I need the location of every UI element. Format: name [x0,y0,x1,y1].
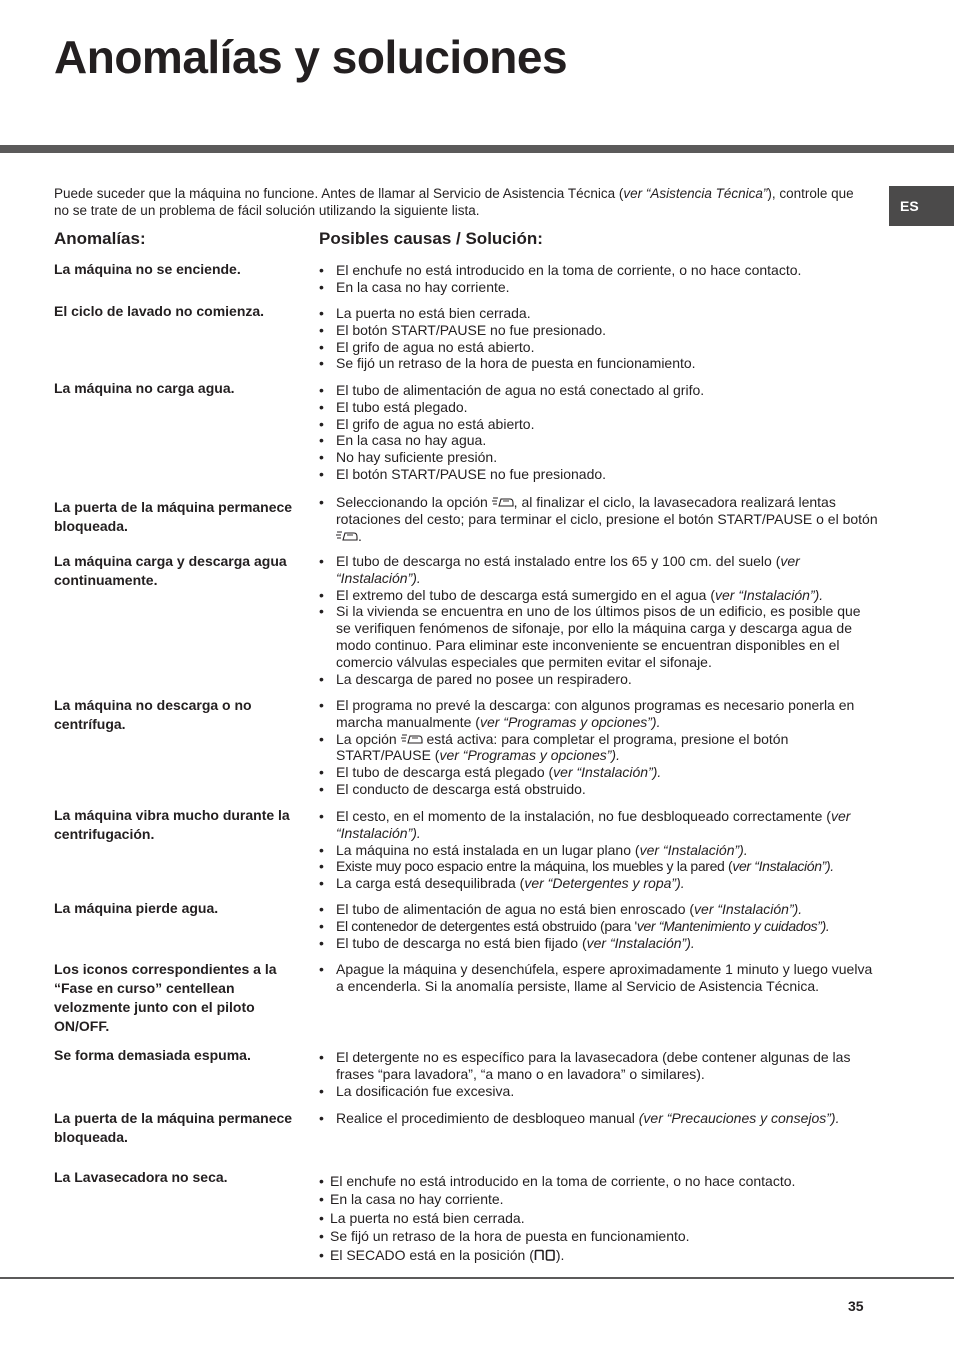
problem-icons-flashing: Los iconos correspondientes a la “Fase en curso” centellean velozmente junto con el piloto ON/OFF. [54,961,277,1034]
problem-no-drying: La Lavasecadora no seca. [54,1169,228,1185]
cause-item: • En la casa no hay corriente. [319,279,879,296]
causes-no-drain-spin [319,697,879,798]
cause-item: • En la casa no hay agua. [319,432,879,449]
cause-item: • El grifo de agua no está abierto. [319,416,879,433]
cause-item: • El enchufe no está introducido en la toma de corriente, o no hace contacto. [319,262,879,279]
cause-item: • El extremo del tubo de descarga está sumergido en el agua (ver “Instalación”). [319,587,879,604]
causes-no-power [319,262,879,296]
cause-item: • La dosificación fue excesiva. [319,1083,879,1100]
top-divider [0,145,954,153]
problem-no-power: La máquina no se enciende. [54,261,241,277]
causes-no-water [319,382,879,483]
causes-water-leak [319,901,879,951]
cause-item: • El enchufe no está introducido en la toma de corriente, o no hace contacto. [319,1173,879,1190]
causes-door-locked [319,494,879,544]
cause-item: • El contenedor de detergentes está obstruido (para 'ver “Mantenimiento y cuidados”). [319,918,879,935]
cause-item: • No hay suficiente presión. [319,449,879,466]
causes-cycle-not-start [319,305,879,372]
cause-item: • El cesto, en el momento de la instalación, no fue desbloqueado correctamente (ver “Instalación”). [319,808,879,842]
causes-icons-flashing [319,961,879,995]
cause-item: • El conducto de descarga está obstruido. [319,781,879,798]
page-title: Anomalías y soluciones [54,31,568,83]
bottom-divider [0,1277,954,1279]
causes-continuous-fill-drain [319,553,879,687]
cause-item: • Seleccionando la opción , al finalizar el ciclo, la lavasecadora realizará lentas rotaciones del cesto; para terminar el ciclo, presione el botón START/PAUSE o el botón . [319,494,879,544]
problem-cycle-not-start: El ciclo de lavado no comienza. [54,303,265,319]
cause-item: • Apague la máquina y desenchúfela, espere aproximadamente 1 minuto y luego vuelva a encenderla. Si la anomalía persiste, llame al Servicio de Asistencia Técnica. [319,961,879,995]
cause-item: • Realice el procedimiento de desbloqueo manual (ver “Precauciones y consejos”). [319,1110,879,1127]
cause-item: • El tubo de alimentación de agua no está conectado al grifo. [319,382,879,399]
cause-item: • La puerta no está bien cerrada. [319,305,879,322]
language-tab: ES [889,186,954,226]
intro-paragraph: Puede suceder que la máquina no funcione. Antes de llamar al Servicio de Asistencia Técnica (ver “Asistencia Técnica”), controle que no se trate de un problema de fácil solución utilizando la siguiente lista. [54,186,854,218]
cause-item: • La opción está activa: para completar el programa, presione el botón START/PAUSE (ver “Programas y opciones”). [319,731,879,765]
cause-item: • El programa no prevé la descarga: con algunos programas es necesario ponerla en marcha manualmente (ver “Programas y opciones”). [319,697,879,731]
causes-door-locked-2 [319,1110,879,1127]
cause-item: • La máquina no está instalada en un lugar plano (ver “Instalación”). [319,842,879,859]
cause-item: • Existe muy poco espacio entre la máquina, los muebles y la pared (ver “Instalación”). [319,858,879,875]
cause-item: • La descarga de pared no posee un respiradero. [319,671,879,688]
cause-item: • Se fijó un retraso de la hora de puesta en funcionamiento. [319,355,879,372]
cause-item: • La carga está desequilibrada (ver “Detergentes y ropa”). [319,875,879,892]
cause-item: • El tubo de descarga está plegado (ver “Instalación”). [319,764,879,781]
iron-easy-option-icon [401,733,423,745]
causes-no-drying [319,1173,879,1265]
problem-vibration: La máquina vibra mucho durante la centrifugación. [54,807,290,842]
no-dry-display-icon [534,1249,556,1261]
causes-too-much-foam [319,1049,879,1099]
cause-item: • La puerta no está bien cerrada. [319,1210,879,1227]
iron-easy-option-icon [336,530,358,542]
anomalies-header: Anomalías: [54,229,146,248]
cause-item: • Si la vivienda se encuentra en uno de los últimos pisos de un edificio, es posible que se verifiquen fenómenos de sifonaje, por ello la máquina carga y descarga agua de modo continuo. Para eliminar este inconveniente se encuentran disponibles en el comercio válvulas especiales que permiten evitar el sifonaje. [319,603,879,670]
causes-vibration [319,808,879,892]
problem-no-water: La máquina no carga agua. [54,380,235,396]
problem-continuous-fill-drain: La máquina carga y descarga agua continuamente. [54,553,287,588]
cause-item: • Se fijó un retraso de la hora de puesta en funcionamiento. [319,1228,879,1245]
problem-water-leak: La máquina pierde agua. [54,900,219,916]
problem-no-drain-spin: La máquina no descarga o no centrífuga. [54,697,252,732]
cause-item: • El tubo de descarga no está instalado entre los 65 y 100 cm. del suelo (ver “Instalación”). [319,553,879,587]
problem-door-locked-2: La puerta de la máquina permanece bloqueada. [54,1110,293,1145]
problem-too-much-foam: Se forma demasiada espuma. [54,1047,251,1063]
cause-item: • El tubo de descarga no está bien fijado (ver “Instalación”). [319,935,879,952]
iron-easy-option-icon [492,496,514,508]
cause-item: • El tubo de alimentación de agua no está bien enroscado (ver “Instalación”). [319,901,879,918]
cause-item: • El SECADO está en la posición ( ). [319,1247,879,1264]
cause-item: • El botón START/PAUSE no fue presionado. [319,466,879,483]
cause-item: • El tubo está plegado. [319,399,879,416]
page-number: 35 [848,1298,864,1314]
cause-item: • El grifo de agua no está abierto. [319,339,879,356]
causes-header: Posibles causas / Solución: [319,229,543,248]
cause-item: • El botón START/PAUSE no fue presionado. [319,322,879,339]
cause-item: • En la casa no hay corriente. [319,1191,879,1208]
cause-item: • El detergente no es específico para la lavasecadora (debe contener algunas de las frases “para lavadora”, “a mano o en lavadora” o similares). [319,1049,879,1083]
problem-door-locked: La puerta de la máquina permanece bloqueada. [54,499,293,534]
